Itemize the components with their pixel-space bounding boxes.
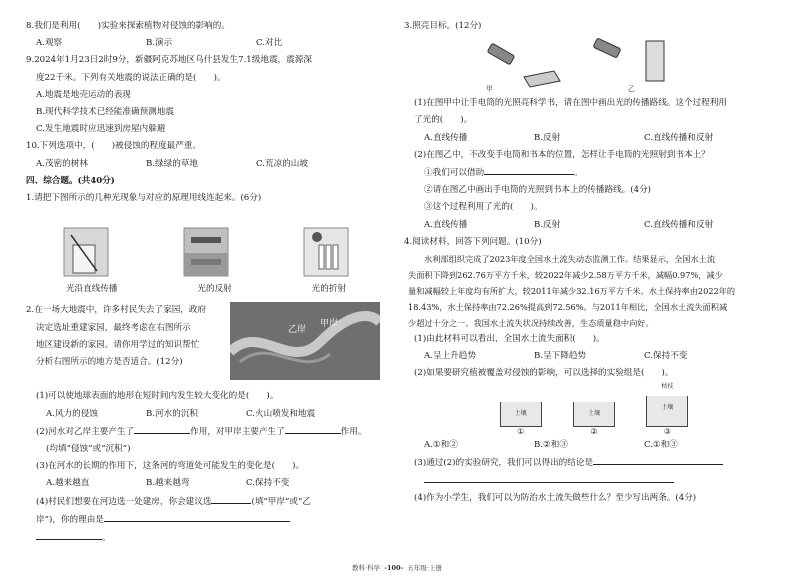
- answer-blank[interactable]: [424, 472, 674, 483]
- option[interactable]: C.保持不变: [644, 351, 688, 362]
- q4-stem: 4.阅读材料，回答下列问题。(10分): [404, 236, 542, 247]
- q4-sub2-options: [404, 437, 770, 454]
- shadow-image: [303, 227, 349, 277]
- map-label-jia: 甲岸: [320, 319, 339, 330]
- q3-sub2-b: ②请在图乙中画出手电筒的光照到书本上的传播路线。(4分): [424, 185, 652, 196]
- option[interactable]: A.呈上升趋势: [424, 351, 476, 362]
- caption[interactable]: 光的反射: [197, 284, 232, 295]
- q4-sub1: (1)由此材料可以看出，全国水土流失面积( )。: [414, 334, 605, 345]
- q2-sub4-cont: 岸”)，你的理由是: [26, 511, 386, 529]
- passage-line: 水利部组织完成了2023年度全国水土流失动态监测工作。结果显示，全国水土流: [424, 254, 716, 265]
- beaker-top-label: 枯枝: [661, 382, 674, 390]
- answer-blank[interactable]: [104, 511, 290, 522]
- answer-blank[interactable]: [134, 423, 190, 434]
- q4-sub2: (2)如果要研究植被覆盖对侵蚀的影响，可以选择的实验组是( )。: [414, 368, 674, 379]
- left-column: [26, 18, 386, 547]
- option[interactable]: C.直线传播和反射: [644, 219, 714, 230]
- option[interactable]: B.演示: [146, 38, 173, 49]
- option[interactable]: C.保持不变: [246, 478, 290, 489]
- option[interactable]: B.反射: [534, 219, 561, 230]
- reading-passage: [404, 251, 770, 331]
- right-column: [404, 18, 770, 507]
- option[interactable]: B.越来越弯: [146, 478, 190, 489]
- answer-blank[interactable]: [36, 529, 102, 540]
- glass-rod-image: [63, 227, 109, 277]
- caption[interactable]: 光沿直线传播: [65, 284, 118, 295]
- q2-stem-2: 决定选址重建家园，最终考虑在右图所示: [36, 322, 191, 333]
- passage-line: 少超过十分之一。我国水土流失状况持续改善，生态质量稳中向好。: [408, 318, 654, 329]
- passage-line: 量和减幅较上年度均有所扩大，较2011年减少32.16万平方千米。水土保持率由2022年的: [408, 286, 736, 297]
- option[interactable]: C.①和③: [644, 439, 678, 450]
- q3-sub2-c: ③这个过程利用了光的( )。: [424, 202, 543, 213]
- option[interactable]: B.反射: [534, 132, 561, 143]
- q8-options: [26, 35, 386, 52]
- q3-sub1-cont: 了光的( )。: [414, 115, 473, 126]
- option[interactable]: C.直线传播和反射: [644, 132, 714, 143]
- passage-line: 失面积下降到262.76万平方千米，较2022年减少2.58万平方千米，减幅0.97%，减少: [408, 270, 723, 281]
- option[interactable]: B.呈下降趋势: [534, 351, 587, 362]
- q2-sub3: (3)在河水的长期的作用下，这条河的弯道处可能发生的变化是( )。: [36, 461, 305, 472]
- bridge-reflection-image: [183, 227, 229, 277]
- option[interactable]: C.荒凉的山坡: [256, 158, 308, 169]
- q10-options: [26, 156, 386, 173]
- q4-sub3: (3)通过(2)的实验研究，我们可以得出的结论是: [404, 454, 770, 472]
- q4-sub1-options: [404, 348, 770, 365]
- q2-sub4: (4)村民们想要在河边选一处建房，你会建议选 (填“甲岸”或“乙: [26, 493, 386, 511]
- passage-line: 18.43%，水土保持率由72.26%提高到72.56%。与2011年相比，全国水土流失面积减: [408, 302, 728, 313]
- option[interactable]: A.茂密的树林: [36, 158, 88, 169]
- q2-sub4-end: 。: [26, 529, 386, 547]
- option[interactable]: A.地震是地壳运动的表现: [36, 89, 131, 100]
- option[interactable]: A.直线传播: [424, 132, 468, 143]
- q10-stem: 10.下列选项中，( )被侵蚀的程度最严重。: [26, 141, 202, 152]
- option[interactable]: C.火山喷发和地震: [246, 408, 316, 419]
- q4-sub4: (4)作为小学生，我们可以为防治水土流失做些什么？至少写出两条。(4分): [414, 493, 697, 504]
- q1-captions: [26, 281, 386, 298]
- q1-images: [26, 211, 386, 277]
- option[interactable]: A.直线传播: [424, 219, 468, 230]
- q3-sub2-a: ①我们可以借助 。: [404, 164, 770, 182]
- answer-blank[interactable]: [211, 493, 251, 504]
- beaker-1: 土壤: [500, 402, 542, 427]
- answer-blank[interactable]: [593, 454, 723, 465]
- option[interactable]: B.②和③: [534, 439, 568, 450]
- q2-block: [26, 302, 386, 388]
- q2-stem-4: 分析右图所示的地方是否适合。(12分): [36, 357, 183, 368]
- q2-sub2: (2)河水对乙岸主要产生了 作用，对甲岸主要产生了 作用。: [26, 423, 386, 441]
- q2-sub3-options: [26, 475, 386, 492]
- option[interactable]: C.对比: [256, 38, 283, 49]
- option[interactable]: A.风力的侵蚀: [46, 408, 98, 419]
- q2-stem-1: 2.在一场大地震中，许多村民失去了家园，政府: [26, 305, 207, 316]
- q2-sub1: (1)可以使地球表面的地形在短时间内发生较大变化的是( )。: [36, 391, 279, 402]
- q2-sub1-options: [26, 406, 386, 423]
- beaker-numbers: ① ② ③: [517, 426, 671, 436]
- q3-sub2c-options: [404, 217, 770, 234]
- q9-stem-2: 度22千米。下列有关地震的说法正确的是( )。: [36, 72, 226, 83]
- option[interactable]: A.越来越直: [46, 478, 90, 489]
- page-footer: 教科·科学 -100- 五年级·上册: [352, 564, 442, 572]
- q2-sub2-note: (均填“侵蚀”或“沉积”): [46, 444, 131, 455]
- option[interactable]: A.①和②: [424, 439, 458, 450]
- option[interactable]: B.绿绿的草地: [146, 158, 199, 169]
- q3-images: [404, 35, 770, 95]
- option[interactable]: A.观察: [36, 38, 63, 49]
- q3-sub2: (2)在图乙中，不改变手电筒和书本的位置，怎样让手电筒的光照射到书本上？: [414, 149, 710, 160]
- q1-stem: 1.请把下图所示的几种光现象与对应的原理用线连起来。(6分): [26, 193, 262, 204]
- answer-blank[interactable]: [484, 164, 574, 175]
- river-map-image: [230, 302, 380, 380]
- option[interactable]: C.发生地震时应迅速到房屋内躲避: [36, 124, 166, 135]
- label-jia: 甲: [486, 85, 493, 94]
- label-yi: 乙: [628, 85, 635, 94]
- beaker-images: [484, 383, 704, 427]
- section-title: 四、综合题。(共40分): [26, 175, 115, 186]
- option[interactable]: B.现代科学技术已经能准确预测地震: [36, 107, 174, 118]
- flashlight-book-image-yi: [592, 35, 672, 93]
- q3-stem: 3.照亮目标。(12分): [404, 21, 482, 31]
- flashlight-book-image-jia: [484, 35, 574, 93]
- q8-stem: 8.我们是利用( )实验来探索植物对侵蚀的影响的。: [26, 21, 230, 31]
- answer-blank[interactable]: [285, 423, 341, 434]
- q9-stem-1: 9.2024年1月23日2时9分，新疆阿克苏地区乌什县发生7.1级地震，震源深: [26, 55, 312, 66]
- q4-sub3-cont: [404, 472, 770, 490]
- beaker-3: 枯枝 土壤: [646, 396, 688, 427]
- q3-sub1-options: [404, 130, 770, 147]
- option[interactable]: B.河水的沉积: [146, 408, 199, 419]
- beaker-2: 土壤: [573, 402, 615, 427]
- caption[interactable]: 光的折射: [311, 284, 347, 295]
- q3-sub1: (1)在图甲中让手电筒的光照亮科学书，请在图中画出光的传播路线。这个过程利用: [414, 98, 727, 109]
- q2-stem-3: 地区建设新的家园。请你用学过的知识帮忙: [36, 339, 200, 350]
- map-label-yi: 乙岸: [288, 325, 307, 336]
